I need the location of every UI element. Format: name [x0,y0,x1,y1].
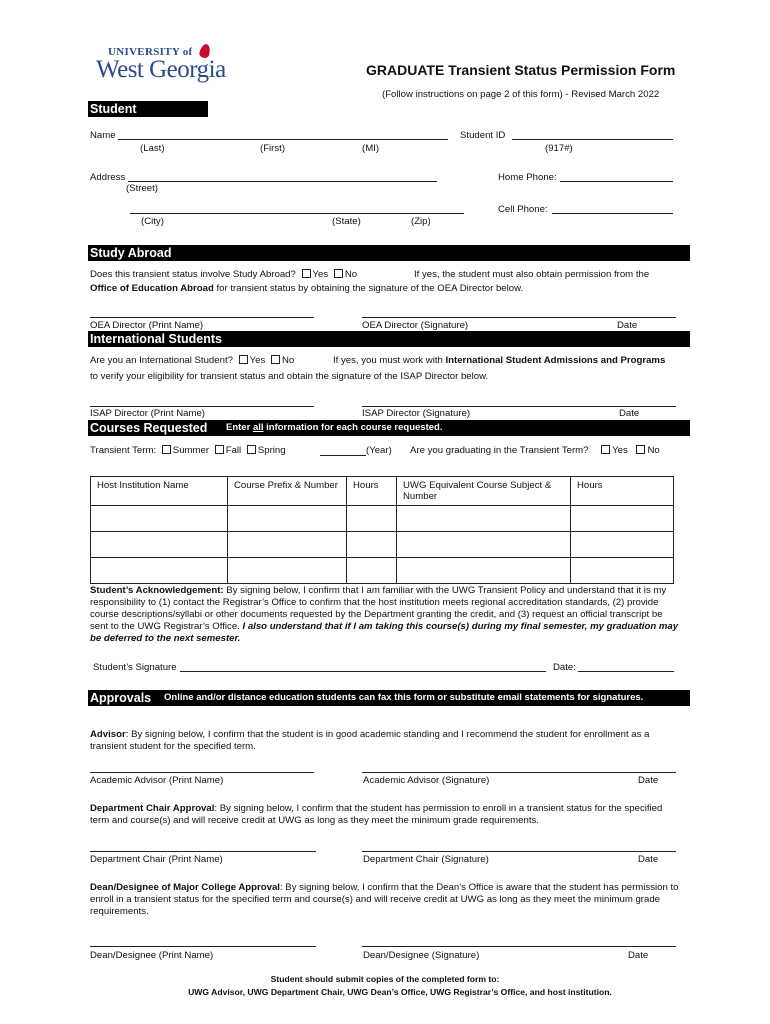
advisor-date-label: Date [638,775,659,786]
dean-print-label: Dean/Designee (Print Name) [90,950,214,961]
name-field[interactable] [118,139,448,140]
no-label: No [281,355,295,366]
table-cell[interactable] [91,506,228,532]
col-course-prefix: Course Prefix & Number [228,477,347,506]
student-id-field[interactable] [512,139,673,140]
question-text: Are you an International Student? [90,355,233,366]
approvals-note: Online and/or distance education students can fax this form or substitute email statements for signatures. [164,692,644,703]
chair-text: : By signing below, I confirm that the student has permission to enroll in a transient status for the specified term and course(s) and will receive credit at UWG as long as they meet the minimum grade requirements. [90,803,663,826]
isap-signature-label: ISAP Director (Signature) [362,408,471,419]
table-row [91,532,674,558]
chair-signature-label: Department Chair (Signature) [363,854,489,865]
name-label: Name [90,130,116,141]
question-text: Does this transient status involve Study Abroad? [90,269,296,280]
table-row [91,558,674,584]
yes-label: Yes [249,355,266,366]
street-field[interactable] [128,181,437,182]
form-subtitle: (Follow instructions on page 2 of this form) - Revised March 2022 [382,89,660,100]
col-uwg-hours: Hours [571,477,674,506]
dean-date-label: Date [628,950,649,961]
advisor-print-field[interactable] [90,772,314,773]
graduating-yes-checkbox[interactable] [601,445,610,454]
oea-print-label: OEA Director (Print Name) [90,320,204,331]
form-title: GRADUATE Transient Status Permission Form [366,62,676,78]
note-all: all [252,422,264,433]
section-title: Study Abroad [90,246,172,260]
table-cell[interactable] [228,532,347,558]
advisor-paragraph [90,729,682,753]
section-approvals [88,690,690,706]
advisor-signature-field[interactable] [362,772,676,773]
advisor-print-label: Academic Advisor (Print Name) [90,775,224,786]
student-date-field[interactable] [578,671,674,672]
table-cell[interactable] [571,532,674,558]
study-abroad-question [90,269,357,280]
zip-hint: (Zip) [411,216,431,227]
dean-signature-label: Dean/Designee (Signature) [363,950,480,961]
logo-line1: UNIVERSITY of [108,46,193,58]
year-label: (Year) [366,445,392,456]
student-signature-field[interactable] [180,671,546,672]
dean-title: Dean/Designee of Major College Approval [90,882,280,893]
study-abroad-yes-checkbox[interactable] [302,269,311,278]
mi-hint: (MI) [362,143,380,154]
fall-checkbox[interactable] [215,445,224,454]
chair-title: Department Chair Approval [90,803,215,814]
student-signature-label: Student’s Signature [93,662,177,673]
cell-phone-field[interactable] [552,213,673,214]
spring-label: Spring [257,445,286,456]
table-cell[interactable] [91,558,228,584]
chair-date-label: Date [638,854,659,865]
note-pre: Enter [226,422,251,433]
spring-checkbox[interactable] [247,445,256,454]
chair-paragraph [90,803,682,827]
student-date-label: Date: [553,662,576,673]
year-field[interactable] [320,455,366,456]
international-no-checkbox[interactable] [271,355,280,364]
table-cell[interactable] [91,532,228,558]
city-state-zip-field[interactable] [130,213,464,214]
ack-text: By signing below, I confirm that I am familiar with the UWG Transient Policy and understand that it is my responsibility to (1) contact the Registrar’s Office to confirm that the host institution meets regional accreditation standards, (2) provide course descriptions/syllabi or other documents requested by the Department granting the credit, and (3) request an official transcript be sent to the UWG Registrar’s Office. [90,585,667,632]
cell-phone-label: Cell Phone: [498,204,548,215]
state-hint: (State) [332,216,361,227]
study-abroad-note2 [90,283,523,294]
dean-paragraph [90,882,684,918]
student-id-label: Student ID [460,130,506,141]
logo-line2: West Georgia [96,56,226,83]
section-title: Approvals [90,691,152,705]
international-question [90,355,294,366]
chair-signature-field[interactable] [362,851,676,852]
no-label: No [344,269,358,280]
table-cell[interactable] [228,558,347,584]
table-header-row [91,477,674,506]
table-cell[interactable] [571,506,674,532]
oea-signature-field[interactable] [362,317,676,318]
table-cell[interactable] [347,558,397,584]
isap-office-name: International Student Admissions and Programs [445,355,666,366]
id-hint: (917#) [545,143,573,154]
section-international-students [88,331,690,347]
isap-print-label: ISAP Director (Print Name) [90,408,205,419]
dean-text: : By signing below, I confirm that the Dean’s Office is aware that the student has permission to enroll in a transient status for the specified term and course(s) and will receive credit at UWG as long as they meet the minimum grade requirements. [90,882,679,917]
table-cell[interactable] [397,532,571,558]
note-end: for transient status by obtaining the signature of the OEA Director below. [216,283,524,294]
courses-note [226,420,442,436]
table-cell[interactable] [347,506,397,532]
section-study-abroad [88,245,690,261]
term-label: Transient Term: [90,445,157,456]
table-cell[interactable] [571,558,674,584]
home-phone-label: Home Phone: [498,172,557,183]
footer-line2: UWG Advisor, UWG Department Chair, UWG Dean’s Office, UWG Registrar’s Office, and host institution. [188,987,612,997]
international-note [333,355,665,366]
oea-print-field[interactable] [90,317,314,318]
oea-signature-label: OEA Director (Signature) [362,320,469,331]
table-cell[interactable] [397,506,571,532]
question-text: Are you graduating in the Transient Term? [410,445,589,456]
table-cell[interactable] [397,558,571,584]
isap-date-label: Date [619,408,640,419]
summer-checkbox[interactable] [162,445,171,454]
table-cell[interactable] [347,532,397,558]
international-note2: to verify your eligibility for transient status and obtain the signature of the ISAP Director below. [90,371,489,382]
student-acknowledgement [90,585,682,645]
home-phone-field[interactable] [560,181,673,182]
table-cell[interactable] [228,506,347,532]
yes-label: Yes [312,269,329,280]
table-row [91,506,674,532]
advisor-text: : By signing below, I confirm that the student is in good academic standing and I recommend the student for enrollment as a transient student for the specified term. [90,729,650,752]
yes-label: Yes [612,445,628,456]
oea-date-label: Date [617,320,638,331]
chair-print-field[interactable] [90,851,316,852]
study-abroad-no-checkbox[interactable] [334,269,343,278]
col-host-institution: Host Institution Name [91,477,228,506]
advisor-signature-label: Academic Advisor (Signature) [363,775,490,786]
dean-signature-field[interactable] [362,946,676,947]
advisor-title: Advisor [90,729,126,740]
graduating-no-checkbox[interactable] [636,445,645,454]
note-post: information for each course requested. [266,422,443,433]
graduating-question [410,445,660,456]
first-hint: (First) [260,143,286,154]
dean-print-field[interactable] [90,946,316,947]
fall-label: Fall [225,445,242,456]
note-text: If yes, you must work with [333,355,443,366]
no-label: No [647,445,660,456]
footer-line1: Student should submit copies of the completed form to: [270,974,500,984]
section-student-information [88,101,208,132]
transient-term-row [90,445,286,456]
oea-office-name: Office of Education Abroad [90,283,214,294]
section-title: International Students [90,332,222,346]
isap-print-field[interactable] [90,406,314,407]
chair-print-label: Department Chair (Print Name) [90,854,223,865]
ack-emphasis: I also understand that if I am taking this course(s) during my final semester, my graduation may be deferred to the next semester. [90,621,679,644]
summer-label: Summer [172,445,210,456]
courses-table [90,476,674,584]
last-hint: (Last) [140,143,165,154]
section-title: Student Information [90,102,159,132]
ack-title: Student’s Acknowledgement: [90,585,224,596]
section-courses-requested [88,420,690,436]
international-yes-checkbox[interactable] [239,355,248,364]
university-logo [96,44,236,86]
isap-signature-field[interactable] [362,406,676,407]
address-label: Address [90,172,126,183]
street-hint: (Street) [126,183,158,194]
city-hint: (City) [141,216,164,227]
col-uwg-equivalent: UWG Equivalent Course Subject & Number [397,477,571,506]
study-abroad-note: If yes, the student must also obtain permission from the [414,269,650,280]
col-hours: Hours [347,477,397,506]
section-title: Courses Requested [90,421,208,435]
